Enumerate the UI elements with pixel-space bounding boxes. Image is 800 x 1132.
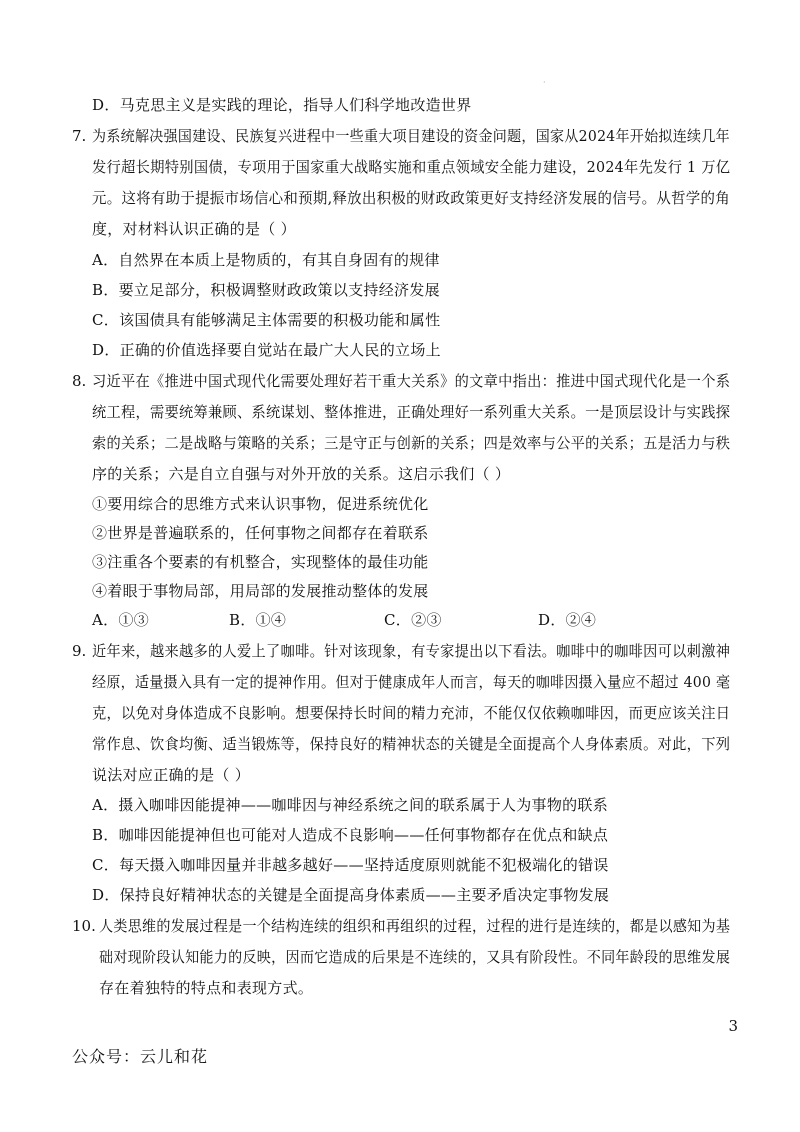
q7-option-d: D．正确的价值选择要自觉站在最广大人民的立场上 <box>92 341 441 359</box>
q9-number: 9. <box>72 642 87 660</box>
q7-stem-line-4: 度，对材料认识正确的是（ ） <box>92 220 296 238</box>
q10-stem-line-3: 存在着独特的特点和表现方式。 <box>99 979 314 997</box>
q8-choice-c: C．②③ <box>384 611 442 629</box>
q7-stem-line-1: 为系统解决强国建设、民族复兴进程中一些重大项目建设的资金问题，国家从2024年开始拟连续几年 <box>92 127 730 145</box>
q7-option-b: B．要立足部分，积极调整财政政策以支持经济发展 <box>92 281 440 299</box>
q7-option-a: A．自然界在本质上是物质的，有其自身固有的规律 <box>92 251 440 269</box>
q8-statement-2: ②世界是普遍联系的，任何事物之间都存在着联系 <box>92 524 429 542</box>
q9-option-a: A．摄入咖啡因能提神——咖啡因与神经系统之间的联系属于人为事物的联系 <box>92 796 609 814</box>
q8-choice-d: D．②④ <box>538 611 597 629</box>
q8-statement-1: ①要用综合的思维方式来认识事物，促进系统优化 <box>92 495 429 513</box>
q8-choice-a: A．①③ <box>92 611 150 629</box>
q7-stem-line-3: 元。这将有助于提振市场信心和预期,释放出积极的财政政策更好支持经济发展的信号。从哲学的角 <box>92 189 730 207</box>
q8-statement-4: ④着眼于事物局部，用局部的发展推动整体的发展 <box>92 582 429 600</box>
q8-stem-line-1: 习近平在《推进中国式现代化需要处理好若干重大关系》的文章中指出：推进中国式现代化是一个系 <box>92 372 731 390</box>
footer-account: 公众号：云儿和花 <box>72 1047 209 1066</box>
q8-stem-line-4: 序的关系；六是自立自强与对外开放的关系。这启示我们（ ） <box>92 465 511 483</box>
q7-number: 7. <box>72 127 87 145</box>
q10-number: 10. <box>72 917 96 935</box>
q8-stem-line-3: 索的关系；二是战略与策略的关系；三是守正与创新的关系；四是效率与公平的关系；五是活力与秩 <box>92 434 731 452</box>
q7-option-c: C．该国债具有能够满足主体需要的积极功能和属性 <box>92 311 441 329</box>
q9-stem-line-3: 克，以免对身体造成不良影响。想要保持长时间的精力充沛，不能仅仅依赖咖啡因，而更应该关注日 <box>92 704 731 722</box>
page-number: 3 <box>728 1017 738 1035</box>
q9-stem-line-5: 说法对应正确的是（ ） <box>92 766 251 784</box>
q8-statement-3: ③注重各个要素的有机整合，实现整体的最佳功能 <box>92 553 429 571</box>
q8-number: 8. <box>72 372 87 390</box>
q9-stem-line-2: 经原，适量摄入具有一定的提神作用。但对于健康成年人而言，每天的咖啡因摄入量应不超过 400 毫 <box>92 673 731 691</box>
stray-mark: · <box>543 78 546 87</box>
q8-choice-b: B．①④ <box>229 611 287 629</box>
q10-stem-line-2: 础对现阶段认知能力的反映，因而它造成的后果是不连续的，又具有阶段性。不同年龄段的思维发展 <box>99 948 731 966</box>
q8-stem-line-2: 统工程，需要统筹兼顾、系统谋划、整体推进，正确处理好一系列重大关系。一是顶层设计与实践探 <box>92 403 731 421</box>
q10-stem-line-1: 人类思维的发展过程是一个结构连续的组织和再组织的过程，过程的进行是连续的，都是以感知为基 <box>99 917 731 935</box>
q6-option-d: D．马克思主义是实践的理论，指导人们科学地改造世界 <box>92 96 472 114</box>
q7-stem-line-2: 发行超长期特别国债，专项用于国家重大战略实施和重点领域安全能力建设，2024年先发行 1 万亿 <box>92 158 731 176</box>
q9-stem-line-4: 常作息、饮食均衡、适当锻炼等，保持良好的精神状态的关键是全面提高个人身体素质。对此，下列 <box>92 735 731 753</box>
q9-option-c: C．每天摄入咖啡因量并非越多越好——坚持适度原则就能不犯极端化的错误 <box>92 856 609 874</box>
q9-stem-line-1: 近年来，越来越多的人爱上了咖啡。针对该现象，有专家提出以下看法。咖啡中的咖啡因可以刺激神 <box>92 642 731 660</box>
q9-option-b: B．咖啡因能提神但也可能对人造成不良影响——任何事物都存在优点和缺点 <box>92 826 609 844</box>
q9-option-d: D．保持良好精神状态的关键是全面提高身体素质——主要矛盾决定事物发展 <box>92 886 610 904</box>
